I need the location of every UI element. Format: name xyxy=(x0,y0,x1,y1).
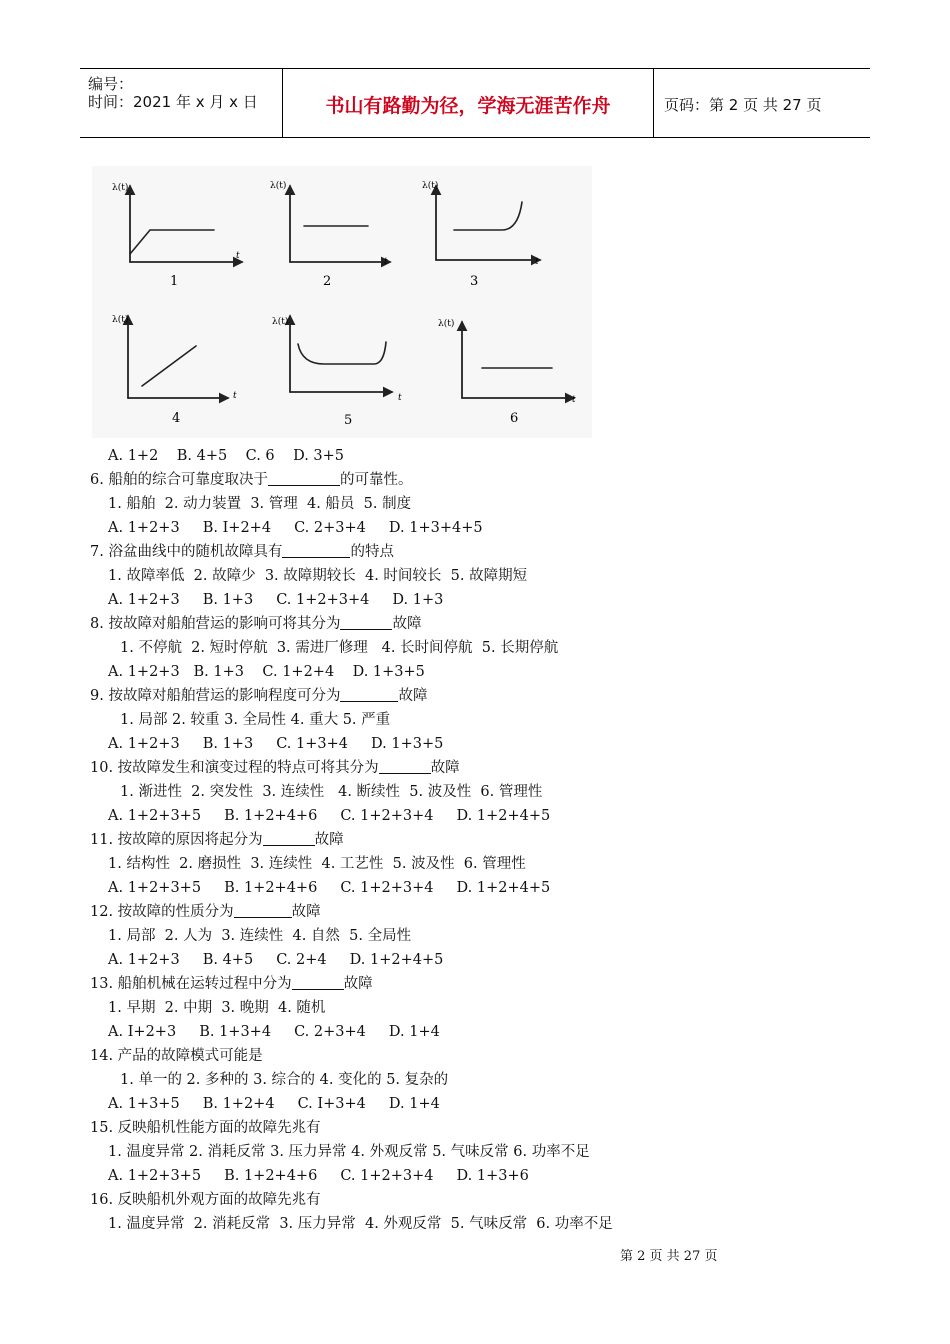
line-text: 1. 不停航 2. 短时停航 3. 需进厂修理 4. 长时间停航 5. 长期停航 xyxy=(120,640,559,656)
page-footer: 第 2 页 共 27 页 xyxy=(620,1249,718,1264)
question-stem: 7. 浴盆曲线中的随机故障具有 xyxy=(90,544,283,560)
graph-2-number: 2 xyxy=(323,274,332,289)
document-number-label: 编号： xyxy=(88,75,134,93)
line-text: 1. 结构性 2. 磨损性 3. 连续性 4. 工艺性 5. 波及性 6. 管理性 xyxy=(108,856,526,872)
graph-4 xyxy=(112,314,237,426)
line-text: A. I+2+3 B. 1+3+4 C. 2+3+4 D. 1+4 xyxy=(108,1024,440,1040)
text-line xyxy=(90,708,850,732)
text-line xyxy=(90,540,850,564)
line-text: A. 1+2+3+5 B. 1+2+4+6 C. 1+2+3+4 D. 1+2+4+5 xyxy=(108,808,551,824)
line-text: 1. 温度异常 2. 消耗反常 3. 压力异常 4. 外观反常 5. 气味反常 6. 功率不足 xyxy=(108,1144,590,1160)
question-stem: 10. 按故障发生和演变过程的特点可将其分为 xyxy=(90,760,379,776)
fill-in-blank xyxy=(340,685,398,702)
question-stem: 8. 按故障对船舶营运的影响可将其分为 xyxy=(90,616,341,632)
text-line xyxy=(90,780,850,804)
question-stem-end: 故障 xyxy=(430,760,460,776)
text-line xyxy=(90,972,850,996)
header-motto: 书山有路勤为径，学海无涯苦作舟 xyxy=(325,95,611,117)
question-stem-end: 故障 xyxy=(392,616,422,632)
text-line xyxy=(90,1092,850,1116)
fill-in-blank xyxy=(263,829,315,846)
text-line xyxy=(90,900,850,924)
graph-5 xyxy=(272,316,402,428)
graph-1-ylabel: λ(t) xyxy=(112,183,129,193)
line-text: 1. 单一的 2. 多种的 3. 综合的 4. 变化的 5. 复杂的 xyxy=(120,1072,449,1088)
question-stem: 12. 按故障的性质分为 xyxy=(90,904,234,920)
question-stem-end: 故障 xyxy=(291,904,321,920)
graph-6-xlabel: t xyxy=(572,395,576,405)
graph-4-number: 4 xyxy=(172,411,181,426)
question-stem: 11. 按故障的原因将起分为 xyxy=(90,832,263,848)
text-line xyxy=(90,804,850,828)
fill-in-blank xyxy=(268,469,340,486)
line-text: 1. 局部 2. 较重 3. 全局性 4. 重大 5. 严重 xyxy=(120,712,391,728)
text-line xyxy=(90,876,850,900)
question-stem: 6. 船舶的综合可靠度取决于 xyxy=(90,472,268,488)
text-line xyxy=(90,1140,850,1164)
line-text: A. 1+2+3+5 B. 1+2+4+6 C. 1+2+3+4 D. 1+3+6 xyxy=(108,1168,529,1184)
text-line xyxy=(90,684,850,708)
graph-3-number: 3 xyxy=(470,274,479,289)
text-line xyxy=(90,924,850,948)
text-line xyxy=(90,1020,850,1044)
graph-3-ylabel: λ(t) xyxy=(422,181,439,191)
fill-in-blank xyxy=(379,757,431,774)
fill-in-blank xyxy=(234,901,292,918)
text-line xyxy=(90,1164,850,1188)
graph-3-xlabel: t xyxy=(535,257,539,267)
header-motto-cell xyxy=(283,69,654,137)
line-text: 15. 反映船机性能方面的故障先兆有 xyxy=(90,1120,321,1136)
graph-1-xlabel: t xyxy=(236,251,240,261)
text-line xyxy=(90,828,850,852)
line-text: A. 1+2+3 B. 4+5 C. 2+4 D. 1+2+4+5 xyxy=(108,952,444,968)
line-text: 1. 故障率低 2. 故障少 3. 故障期较长 4. 时间较长 5. 故障期短 xyxy=(108,568,528,584)
graph-1 xyxy=(112,182,242,289)
text-line xyxy=(90,852,850,876)
graph-1-number: 1 xyxy=(170,274,179,289)
graph-4-ylabel: λ(t) xyxy=(112,315,129,325)
question-list xyxy=(90,444,850,1236)
graph-5-ylabel: λ(t) xyxy=(272,317,289,327)
graph-4-xlabel: t xyxy=(233,391,237,401)
line-text: A. 1+3+5 B. 1+2+4 C. I+3+4 D. 1+4 xyxy=(108,1096,440,1112)
line-text: 1. 渐进性 2. 突发性 3. 连续性 4. 断续性 5. 波及性 6. 管理性 xyxy=(120,784,543,800)
text-line xyxy=(90,996,850,1020)
question-stem-end: 的特点 xyxy=(350,544,394,560)
text-line xyxy=(90,636,850,660)
fill-in-blank xyxy=(292,973,344,990)
text-line xyxy=(90,492,850,516)
question-stem: 13. 船舶机械在运转过程中分为 xyxy=(90,976,292,992)
graph-6-number: 6 xyxy=(510,411,519,426)
graph-2 xyxy=(270,180,390,289)
text-line xyxy=(90,1044,850,1068)
text-line xyxy=(90,1188,850,1212)
graph-6 xyxy=(438,318,576,426)
text-line xyxy=(90,756,850,780)
text-line xyxy=(90,468,850,492)
fill-in-blank xyxy=(340,613,392,630)
question-stem-end: 的可靠性。 xyxy=(339,472,413,488)
text-line xyxy=(90,948,850,972)
text-line xyxy=(90,612,850,636)
line-text: A. 1+2 B. 4+5 C. 6 D. 3+5 xyxy=(108,448,345,464)
failure-rate-graphs xyxy=(92,166,592,438)
header-meta-cell xyxy=(80,69,283,137)
line-text: A. 1+2+3 B. 1+3 C. 1+2+3+4 D. 1+3 xyxy=(108,592,444,608)
graph-6-ylabel: λ(t) xyxy=(438,319,455,329)
line-text: A. 1+2+3 B. 1+3 C. 1+2+4 D. 1+3+5 xyxy=(108,664,425,680)
text-line xyxy=(90,516,850,540)
question-stem-end: 故障 xyxy=(343,976,373,992)
graph-2-ylabel: λ(t) xyxy=(270,181,287,191)
text-line xyxy=(90,660,850,684)
text-line xyxy=(90,1068,850,1092)
failure-rate-graphs-figure xyxy=(92,166,592,438)
line-text: 1. 局部 2. 人为 3. 连续性 4. 自然 5. 全局性 xyxy=(108,928,412,944)
question-stem: 9. 按故障对船舶营运的影响程度可分为 xyxy=(90,688,341,704)
graph-5-number: 5 xyxy=(344,413,353,428)
text-line xyxy=(90,732,850,756)
text-line xyxy=(90,564,850,588)
question-stem-end: 故障 xyxy=(314,832,344,848)
page-header xyxy=(80,68,870,138)
line-text: 14. 产品的故障模式可能是 xyxy=(90,1048,263,1064)
line-text: 1. 船舶 2. 动力装置 3. 管理 4. 船员 5. 制度 xyxy=(108,496,412,512)
text-line xyxy=(90,1212,850,1236)
header-page-info: 页码：第 2 页 共 27 页 xyxy=(664,96,822,114)
text-line xyxy=(90,1116,850,1140)
text-line xyxy=(90,588,850,612)
text-line xyxy=(90,444,850,468)
line-text: 1. 早期 2. 中期 3. 晚期 4. 随机 xyxy=(108,1000,326,1016)
line-text: A. 1+2+3+5 B. 1+2+4+6 C. 1+2+3+4 D. 1+2+4+5 xyxy=(108,880,551,896)
line-text: 16. 反映船机外观方面的故障先兆有 xyxy=(90,1192,321,1208)
line-text: A. 1+2+3 B. I+2+4 C. 2+3+4 D. 1+3+4+5 xyxy=(108,520,483,536)
graph-3 xyxy=(422,180,540,289)
header-page-cell xyxy=(654,69,870,137)
graph-2-xlabel: t xyxy=(384,257,388,267)
fill-in-blank xyxy=(282,541,350,558)
question-stem-end: 故障 xyxy=(398,688,428,704)
document-time-label: 时间：2021 年 x 月 x 日 xyxy=(88,93,258,111)
line-text: A. 1+2+3 B. 1+3 C. 1+3+4 D. 1+3+5 xyxy=(108,736,444,752)
graph-5-xlabel: t xyxy=(398,393,402,403)
line-text: 1. 温度异常 2. 消耗反常 3. 压力异常 4. 外观反常 5. 气味反常 6. 功率不足 xyxy=(108,1216,613,1232)
